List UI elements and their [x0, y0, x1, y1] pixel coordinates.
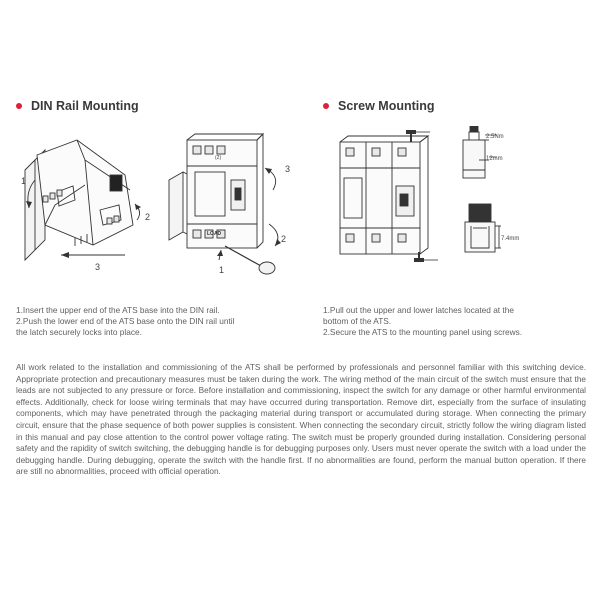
screw-dimension-details [455, 126, 525, 266]
screw-step-1-cont: bottom of the ATS. [323, 316, 392, 326]
red-bullet-icon [323, 103, 329, 109]
step-3-label: 3 [95, 262, 101, 272]
svg-text:(2): (2) [215, 155, 222, 161]
step-1-label: 1 [219, 265, 225, 275]
din-rail-heading [16, 99, 139, 113]
step-2-label: 2 [281, 234, 287, 244]
step-3-label: 3 [285, 164, 291, 174]
step-1-label: 1 [21, 176, 27, 186]
step-2-label: 2 [145, 212, 151, 222]
din-rail-instructions [16, 305, 234, 338]
din-step-2-cont: the latch securely locks into place. [16, 327, 142, 337]
screw-length-value: 12mm [486, 156, 503, 162]
installation-notice: All work related to the installation and commissioning of the ATS shall be performed by professionals and personnel familiar with this switching device. Appropriate protection and precautionary measures must be taken during the work. The wiring method of the main circuit of the switch must ensure that the leads are not subjected to any pressure or force. Before installation and commissioning, inspect the switch for any damage or other harmful environmental effects. Additionally, check for loose wiring terminals that may have occurred during transportation. Remove dirt, especially from the surface of insulating components, which may have penetrated through the packaging material during transport or accumulated during storage. When connecting the primary circuit, ensure that the phase sequence of both power supplies is consistent. When connecting the secondary circuit, strictly follow the wiring diagram listed in this manual and pay close attention to the control power voltage rating. The switch must be properly grounded during installation. Considering personal safety and the rapidity of switch switching, the debugging handle is for debugging purposes only. Users must never operate the switch with a load under the debugging handle. During debugging, operate the switch with the handle first. If no abnormalities are found, perform the manual button operation. If there are still no abnormalities, proceed with official operation. [16, 363, 586, 477]
screw-mounting-heading [323, 99, 435, 113]
screw-step-2: 2.Secure the ATS to the mounting panel using screws. [323, 327, 523, 337]
screw-mounting-title: Screw Mounting [338, 99, 435, 113]
torque-value: 2.5Nm [486, 134, 504, 140]
terminal-width-value: 7.4mm [501, 236, 520, 242]
screw-step-1: 1.Pull out the upper and lower latches located at the [323, 305, 514, 315]
screw-mounting-illustration [330, 128, 448, 268]
din-step-2: 2.Push the lower end of the ATS base onto the DIN rail until [16, 316, 235, 326]
din-rail-title: DIN Rail Mounting [31, 99, 139, 113]
screw-mounting-instructions [323, 305, 522, 338]
din-step-1: 1.Insert the upper end of the ATS base into the DIN rail. [16, 305, 220, 315]
din-rail-insert-illustration [15, 130, 160, 275]
din-rail-lock-illustration [165, 128, 300, 276]
load-label: LOAD [207, 231, 222, 237]
red-bullet-icon [16, 103, 22, 109]
